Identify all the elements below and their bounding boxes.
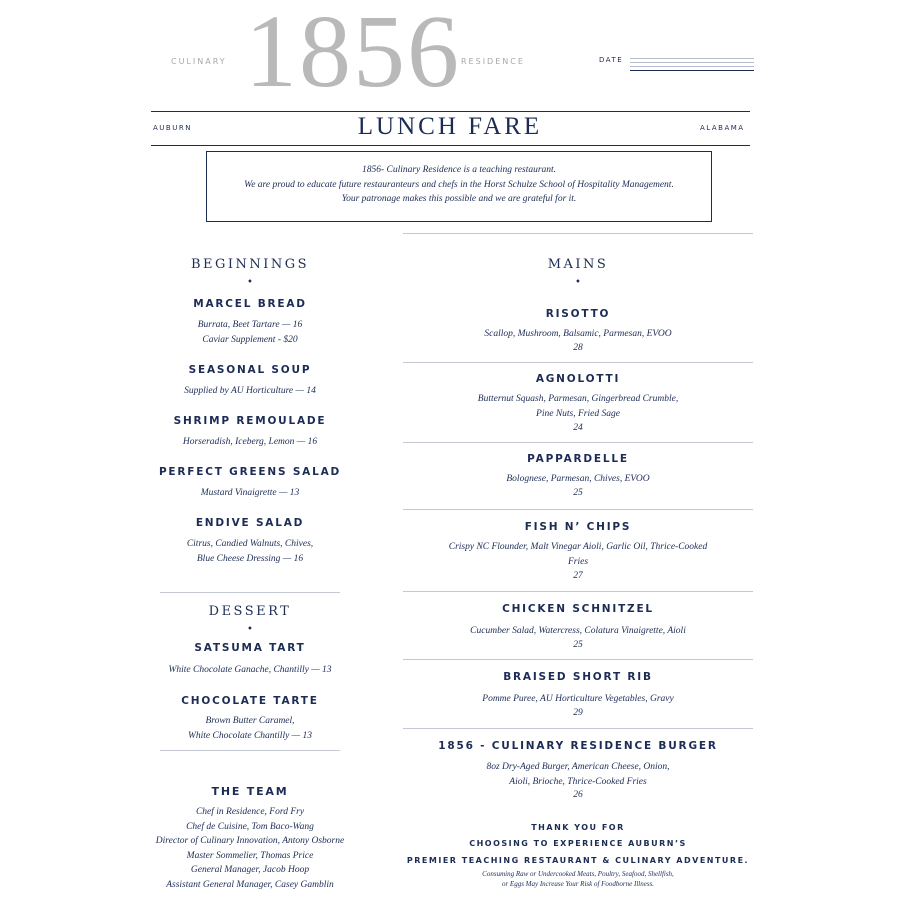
- date-line: [630, 62, 754, 63]
- divider: [160, 750, 340, 751]
- section-dot: •: [247, 277, 253, 288]
- menu-item-name: ENDIVE SALAD: [195, 517, 305, 529]
- menu-item-desc: Bolognese, Parmesan, Chives, EVOO: [506, 474, 650, 484]
- menu-item-desc: Aioli, Brioche, Thrice-Cooked Fries: [509, 777, 647, 787]
- menu-item-desc: Blue Cheese Dressing — 16: [196, 554, 304, 564]
- thanks-line: PREMIER TEACHING RESTAURANT & CULINARY ADVENTURE.: [406, 856, 750, 865]
- menu-item-price: 25: [573, 640, 583, 650]
- divider: [403, 233, 753, 234]
- menu-item-name: FISH N’ CHIPS: [524, 521, 632, 533]
- notice-line: Your patronage makes this possible and we are grateful for it.: [341, 194, 577, 204]
- menu-item-price: 27: [573, 571, 583, 581]
- thanks-line: THANK YOU FOR: [531, 823, 625, 832]
- section-dot: •: [575, 277, 581, 288]
- menu-item-price: 29: [573, 708, 583, 718]
- brand-left-word: CULINARY: [171, 57, 227, 66]
- menu-item-name: 1856 - CULINARY RESIDENCE BURGER: [438, 740, 718, 752]
- team-member: Assistant General Manager, Casey Gamblin: [166, 879, 334, 890]
- date-line: [630, 70, 754, 71]
- divider: [403, 728, 753, 729]
- team-member: Master Sommelier, Thomas Price: [186, 850, 314, 861]
- menu-item-price: 25: [573, 488, 583, 498]
- divider: [403, 442, 753, 443]
- location-state: ALABAMA: [700, 124, 745, 132]
- menu-item-name: SATSUMA TART: [194, 642, 306, 654]
- menu-item-name: PAPPARDELLE: [527, 453, 629, 465]
- menu-item-name: AGNOLOTTI: [535, 373, 621, 385]
- menu-item-desc: Horseradish, Iceberg, Lemon — 16: [182, 437, 318, 447]
- menu-item-name: SHRIMP REMOULADE: [173, 415, 327, 427]
- team-member: Director of Culinary Innovation, Antony Osborne: [155, 836, 345, 846]
- date-line: [630, 66, 754, 67]
- brand-number: 1856: [245, 0, 461, 109]
- menu-item-desc: Supplied by AU Horticulture — 14: [184, 386, 316, 396]
- team-member: Chef de Cuisine, Tom Baco-Wang: [186, 821, 314, 832]
- header-bottom-rule: [151, 145, 750, 146]
- team-list: [130, 805, 370, 892]
- menu-item-desc: Citrus, Candied Walnuts, Chives,: [186, 539, 314, 549]
- divider: [403, 362, 753, 363]
- notice-line: 1856- Culinary Residence is a teaching restaurant.: [361, 165, 557, 175]
- menu-item-desc: Butternut Squash, Parmesan, Gingerbread Crumble,: [477, 394, 679, 404]
- team-member: General Manager, Jacob Hoop: [190, 865, 310, 875]
- brand-right-word: RESIDENCE: [461, 57, 525, 66]
- menu-item-price: 28: [573, 343, 583, 353]
- menu-item-desc: Pine Nuts, Fried Sage: [536, 409, 620, 419]
- menu-item-desc: Caviar Supplement - $20: [202, 335, 298, 345]
- menu-item-desc: Mustard Vinaigrette — 13: [200, 488, 300, 498]
- section-team-title: THE TEAM: [211, 785, 289, 798]
- menu-item-name: PERFECT GREENS SALAD: [158, 466, 342, 478]
- menu-item-desc: White Chocolate Ganache, Chantilly — 13: [168, 665, 332, 675]
- section-mains-title: MAINS: [547, 257, 609, 272]
- menu-item-desc: Burrata, Beet Tartare — 16: [197, 320, 303, 330]
- menu-item-desc: Scallop, Mushroom, Balsamic, Parmesan, EVOO: [484, 329, 672, 339]
- date-line: [630, 58, 754, 59]
- notice-line: We are proud to educate future restauranteurs and chefs in the Horst Schulze School of Hospitality Management.: [244, 179, 674, 190]
- divider: [403, 659, 753, 660]
- section-beginnings-title: BEGINNINGS: [190, 257, 310, 272]
- page-title: LUNCH FARE: [357, 113, 543, 140]
- menu-item-name: MARCEL BREAD: [193, 298, 307, 310]
- menu-item-price: 26: [573, 790, 583, 800]
- menu-item-desc: Cucumber Salad, Watercress, Colatura Vinaigrette, Aioli: [470, 626, 686, 636]
- thanks-line: CHOOSING TO EXPERIENCE AUBURN’S: [469, 839, 687, 848]
- menu-item-desc: Pomme Puree, AU Horticulture Vegetables, Gravy: [482, 694, 674, 704]
- location-city: AUBURN: [153, 124, 192, 132]
- section-dot: •: [247, 624, 253, 635]
- menu-item-name: BRAISED SHORT RIB: [503, 671, 653, 683]
- menu-item-name: RISOTTO: [545, 308, 611, 320]
- menu-item-name: CHICKEN SCHNITZEL: [502, 603, 654, 615]
- menu-item-name: CHOCOLATE TARTE: [181, 695, 319, 707]
- divider: [403, 509, 753, 510]
- menu-item-desc: 8oz Dry-Aged Burger, American Cheese, Onion,: [486, 762, 670, 772]
- date-label: DATE: [599, 56, 624, 64]
- menu-item-price: 24: [573, 423, 583, 433]
- menu-item-desc: Crispy NC Flounder, Malt Vinegar Aioli, Garlic Oil, Thrice-Cooked: [448, 542, 708, 552]
- menu-item-desc: White Chocolate Chantilly — 13: [187, 731, 312, 741]
- section-dessert-title: DESSERT: [208, 604, 292, 619]
- notice-box: [206, 151, 712, 222]
- menu-item-desc: Fries: [567, 557, 589, 567]
- disclaimer-line: Consuming Raw or Undercooked Meats, Poultry, Seafood, Shellfish,: [482, 870, 674, 878]
- menu-item-desc: Brown Butter Caramel,: [205, 716, 295, 726]
- header-top-rule: [151, 111, 750, 112]
- divider: [403, 591, 753, 592]
- team-member: Chef in Residence, Ford Fry: [195, 807, 305, 817]
- menu-item-name: SEASONAL SOUP: [188, 364, 312, 376]
- divider: [160, 592, 340, 593]
- disclaimer-line: or Eggs May Increase Your Risk of Foodborne Illness.: [501, 880, 655, 888]
